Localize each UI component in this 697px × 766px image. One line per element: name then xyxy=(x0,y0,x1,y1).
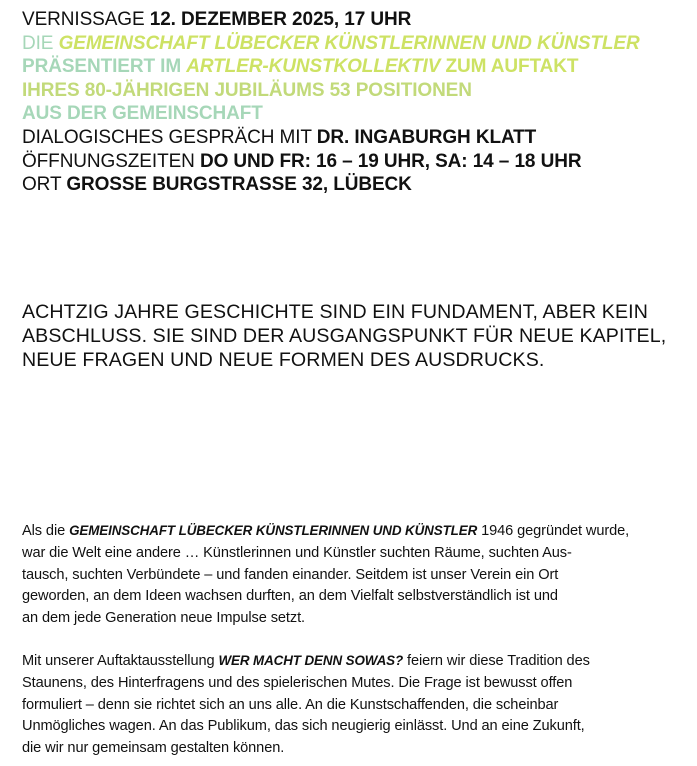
paragraph-line: formuliert – denn sie richtet sich an uns alle. An die Kunstschaffenden, die scheinbar xyxy=(22,696,559,713)
paragraph-line: geworden, an dem Ideen wachsen durften, an dem Vielfalt selbstverständlich ist und xyxy=(22,588,558,605)
quote-block xyxy=(22,300,687,372)
paragraph-line xyxy=(22,520,672,543)
vernissage-date: 12. DEZEMBER 2025, 17 UHR xyxy=(149,9,412,30)
dialog-line xyxy=(22,126,692,150)
text-span: feiern wir diese Tradition des xyxy=(403,653,590,669)
event-info xyxy=(22,8,692,197)
organization-name: GEMEINSCHAFT LÜBECKER KÜNSTLERINNEN UND KÜNSTLER xyxy=(69,523,478,538)
text-span: Mit unserer Auftaktausstellung xyxy=(22,653,219,669)
quote-line-3: NEUE FRAGEN UND NEUE FORMEN DES AUSDRUCKS. xyxy=(22,349,545,371)
venue-suffix: ZUM AUFTAKT xyxy=(440,56,579,78)
community-line: AUS DER GEMEINSCHAFT xyxy=(22,103,263,125)
vernissage-line xyxy=(22,8,692,32)
paragraph-history xyxy=(22,520,672,630)
text-span: 1946 gegründet wurde, xyxy=(477,523,630,539)
place-address: GROSSE BURGSTRASSE 32, LÜBECK xyxy=(66,174,412,196)
place-line xyxy=(22,173,692,197)
quote-line-2: ABSCHLUSS. SIE SIND DER AUSGANGSPUNKT FÜR NEUE KAPITEL, xyxy=(22,325,667,347)
paragraph-line: an dem jede Generation neue Impulse setzt. xyxy=(22,610,305,627)
anniversary-line: IHRES 80-JÄHRIGEN JUBILÄUMS 53 POSITIONEN xyxy=(22,79,472,101)
paragraph-line xyxy=(22,650,672,673)
vernissage-label: VERNISSAGE xyxy=(22,9,145,30)
presenter-prefix: DIE xyxy=(22,32,59,54)
paragraph-line: tausch, suchten Verbündete – und fanden einander. Seitdem ist unser Verein ein Ort xyxy=(22,566,559,583)
paragraph-line: Staunens, des Hinterfragens und des spielerischen Mutes. Die Frage ist bewusst offen xyxy=(22,674,573,691)
exhibition-title: WER MACHT DENN SOWAS? xyxy=(218,653,404,668)
paragraph-line: Unmögliches wagen. An das Publikum, das sich neugierig einlässt. Und an eine Zukunft, xyxy=(22,718,585,735)
paragraph-exhibition xyxy=(22,650,672,760)
presenter-name: GEMEINSCHAFT LÜBECKER KÜNSTLERINNEN UND KÜNSTLER xyxy=(58,32,640,54)
presenter-line xyxy=(22,32,692,56)
paragraph-line: war die Welt eine andere … Künstlerinnen und Künstler suchten Räume, suchten Aus- xyxy=(22,544,572,561)
hours-value: DO UND FR: 16 – 19 UHR, SA: 14 – 18 UHR xyxy=(199,150,582,172)
venue-prefix: PRÄSENTIERT IM xyxy=(22,56,187,78)
venue-line xyxy=(22,55,692,79)
place-label: ORT xyxy=(22,174,62,196)
hours-line xyxy=(22,150,692,174)
quote-line-1: ACHTZIG JAHRE GESCHICHTE SIND EIN FUNDAMENT, ABER KEIN xyxy=(22,301,648,323)
hours-label: ÖFFNUNGSZEITEN xyxy=(22,150,195,172)
dialog-label: DIALOGISCHES GESPRÄCH MIT xyxy=(22,126,312,148)
paragraph-line: die wir nur gemeinsam gestalten können. xyxy=(22,740,285,757)
dialog-guest: DR. INGABURGH KLATT xyxy=(316,126,537,148)
venue-name: ARTLER-KUNSTKOLLEKTIV xyxy=(186,56,441,78)
text-span: Als die xyxy=(22,523,70,539)
